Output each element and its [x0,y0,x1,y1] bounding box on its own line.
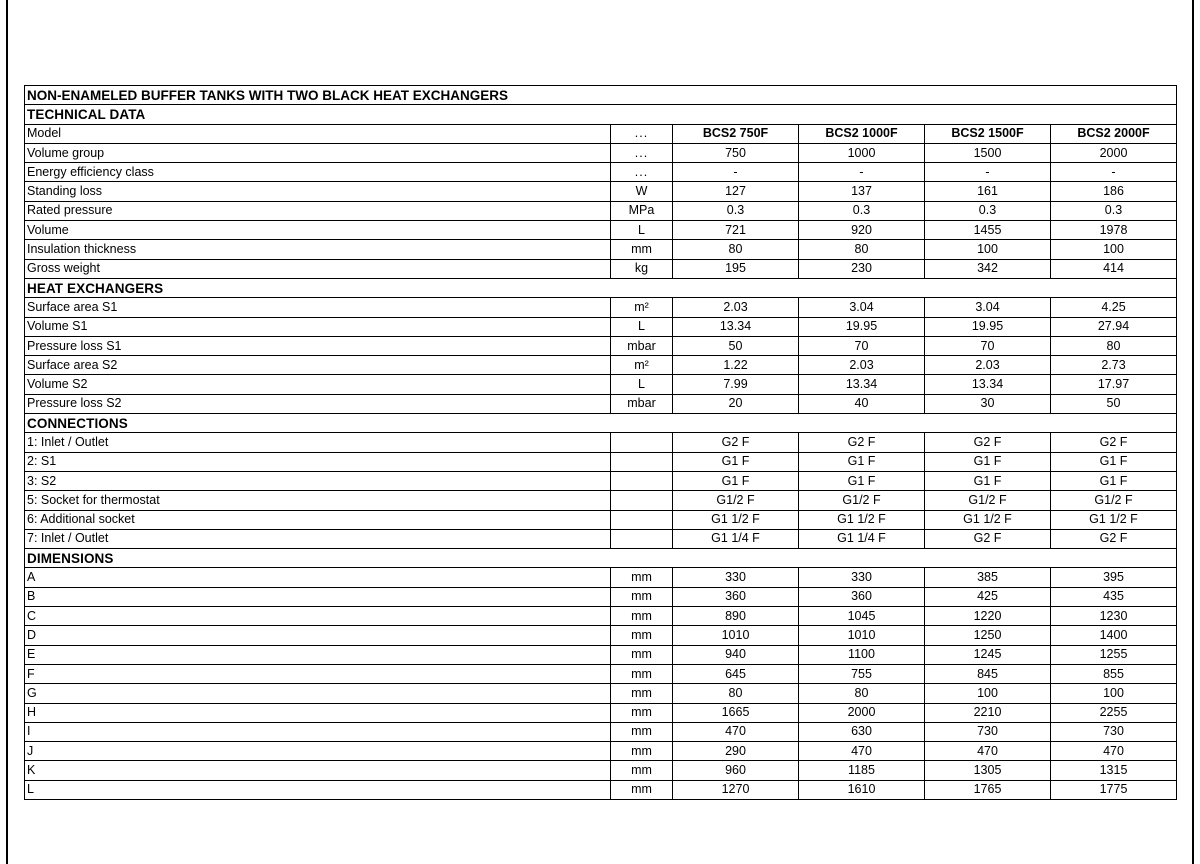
row-value: 80 [1051,336,1177,355]
row-value: 80 [799,240,925,259]
table-row [25,433,1177,452]
row-value: 3.04 [925,298,1051,317]
row-unit: ... [611,163,673,182]
specification-table [24,85,1177,800]
row-label: Surface area S1 [25,298,611,317]
table-row [25,626,1177,645]
row-value: 1305 [925,761,1051,780]
row-unit: mm [611,568,673,587]
row-value: 1775 [1051,780,1177,799]
row-label: H [25,703,611,722]
row-value: 395 [1051,568,1177,587]
row-value: - [925,163,1051,182]
row-value: - [673,163,799,182]
row-value: 27.94 [1051,317,1177,336]
row-value: BCS2 1000F [799,124,925,143]
row-unit: mm [611,684,673,703]
table-row [25,607,1177,626]
row-label: F [25,664,611,683]
row-label: E [25,645,611,664]
document-title-row [25,86,1177,105]
table-row [25,491,1177,510]
row-unit: mm [611,645,673,664]
row-value: 750 [673,143,799,162]
row-value: 730 [925,722,1051,741]
table-row [25,510,1177,529]
row-unit [611,529,673,548]
row-value: G1 F [799,452,925,471]
row-value: G1 F [1051,452,1177,471]
row-value: 50 [1051,394,1177,413]
row-value: 1220 [925,607,1051,626]
table-row [25,201,1177,220]
row-value: 730 [1051,722,1177,741]
row-label: B [25,587,611,606]
section-heading-row [25,105,1177,124]
section-heading-row [25,278,1177,297]
row-label: Volume S1 [25,317,611,336]
row-unit [611,433,673,452]
row-value: 470 [925,742,1051,761]
row-label: D [25,626,611,645]
section-heading: TECHNICAL DATA [25,105,1177,124]
row-value: G2 F [1051,529,1177,548]
table-row [25,182,1177,201]
table-row [25,645,1177,664]
row-label: 1: Inlet / Outlet [25,433,611,452]
row-label: Pressure loss S1 [25,336,611,355]
row-value: 2210 [925,703,1051,722]
section-heading-row [25,549,1177,568]
row-value: 940 [673,645,799,664]
row-value: 0.3 [925,201,1051,220]
row-unit: mbar [611,336,673,355]
row-label: Volume S2 [25,375,611,394]
row-value: 2.73 [1051,356,1177,375]
table-row [25,298,1177,317]
row-unit: L [611,317,673,336]
section-heading: DIMENSIONS [25,549,1177,568]
row-value: 1010 [673,626,799,645]
row-value: 186 [1051,182,1177,201]
document-title: NON-ENAMELED BUFFER TANKS WITH TWO BLACK HEAT EXCHANGERS [25,86,1177,105]
row-value: G1 F [1051,471,1177,490]
row-value: - [1051,163,1177,182]
row-value: G1 F [799,471,925,490]
row-unit: kg [611,259,673,278]
section-heading: CONNECTIONS [25,414,1177,433]
row-label: 6: Additional socket [25,510,611,529]
row-value: 2255 [1051,703,1177,722]
row-unit [611,491,673,510]
row-value: G2 F [925,433,1051,452]
table-row [25,375,1177,394]
row-unit: mm [611,722,673,741]
row-unit: mm [611,703,673,722]
table-row [25,761,1177,780]
table-row [25,259,1177,278]
row-value: G1 F [673,452,799,471]
row-value: G1/2 F [799,491,925,510]
row-value: 13.34 [799,375,925,394]
row-value: G2 F [673,433,799,452]
table-row [25,684,1177,703]
row-value: 137 [799,182,925,201]
row-value: 645 [673,664,799,683]
row-value: G2 F [925,529,1051,548]
row-label: 5: Socket for thermostat [25,491,611,510]
table-row [25,529,1177,548]
table-row [25,317,1177,336]
row-value: 755 [799,664,925,683]
table-row [25,452,1177,471]
row-value: 330 [799,568,925,587]
row-label: J [25,742,611,761]
row-value: 3.04 [799,298,925,317]
row-label: L [25,780,611,799]
row-value: 30 [925,394,1051,413]
row-label: I [25,722,611,741]
row-label: Pressure loss S2 [25,394,611,413]
row-value: 127 [673,182,799,201]
row-unit: m² [611,298,673,317]
row-value: 70 [925,336,1051,355]
row-value: BCS2 750F [673,124,799,143]
row-value: 470 [799,742,925,761]
row-value: 100 [925,684,1051,703]
page-border-right [1192,0,1194,864]
row-value: 4.25 [1051,298,1177,317]
table-row [25,163,1177,182]
row-value: 1255 [1051,645,1177,664]
table-row [25,780,1177,799]
row-value: G1 1/4 F [799,529,925,548]
row-value: G1/2 F [925,491,1051,510]
row-value: 1765 [925,780,1051,799]
row-value: 435 [1051,587,1177,606]
spec-sheet [24,85,1176,800]
row-value: 1045 [799,607,925,626]
row-value: 425 [925,587,1051,606]
row-value: 17.97 [1051,375,1177,394]
row-value: 1000 [799,143,925,162]
row-value: G1 F [925,452,1051,471]
row-label: Model [25,124,611,143]
row-unit [611,471,673,490]
row-value: 1500 [925,143,1051,162]
row-value: - [799,163,925,182]
page-border-left [6,0,8,864]
row-unit: mm [611,780,673,799]
row-label: Insulation thickness [25,240,611,259]
row-value: G2 F [799,433,925,452]
table-row [25,587,1177,606]
row-value: 360 [799,587,925,606]
row-value: 1400 [1051,626,1177,645]
row-unit: mbar [611,394,673,413]
row-value: 342 [925,259,1051,278]
row-value: 360 [673,587,799,606]
row-value: 1250 [925,626,1051,645]
row-value: G1 F [673,471,799,490]
row-value: 470 [1051,742,1177,761]
table-row [25,240,1177,259]
row-value: 50 [673,336,799,355]
row-unit [611,510,673,529]
row-unit: ... [611,143,673,162]
row-value: 2000 [1051,143,1177,162]
row-value: G1/2 F [673,491,799,510]
row-label: G [25,684,611,703]
row-value: 195 [673,259,799,278]
row-value: 1315 [1051,761,1177,780]
row-unit: L [611,221,673,240]
row-value: 470 [673,722,799,741]
row-unit: mm [611,742,673,761]
row-value: 1270 [673,780,799,799]
table-row [25,742,1177,761]
row-value: G1 1/2 F [799,510,925,529]
row-value: 1230 [1051,607,1177,626]
row-label: Standing loss [25,182,611,201]
row-label: Gross weight [25,259,611,278]
row-value: 960 [673,761,799,780]
row-value: 855 [1051,664,1177,683]
row-unit: mm [611,761,673,780]
row-value: BCS2 2000F [1051,124,1177,143]
row-unit: m² [611,356,673,375]
row-value: 630 [799,722,925,741]
row-value: 13.34 [673,317,799,336]
row-value: 1010 [799,626,925,645]
row-value: 0.3 [1051,201,1177,220]
row-unit: mm [611,626,673,645]
row-value: 721 [673,221,799,240]
row-value: 1455 [925,221,1051,240]
table-row [25,336,1177,355]
row-value: G1/2 F [1051,491,1177,510]
row-unit: mm [611,587,673,606]
table-row [25,664,1177,683]
row-value: 13.34 [925,375,1051,394]
table-row [25,124,1177,143]
row-value: G2 F [1051,433,1177,452]
row-value: 100 [1051,240,1177,259]
row-label: 2: S1 [25,452,611,471]
row-value: 19.95 [799,317,925,336]
row-value: 161 [925,182,1051,201]
row-label: Rated pressure [25,201,611,220]
row-unit: mm [611,240,673,259]
section-heading: HEAT EXCHANGERS [25,278,1177,297]
row-unit: MPa [611,201,673,220]
row-label: A [25,568,611,587]
row-value: 80 [799,684,925,703]
row-unit: W [611,182,673,201]
row-value: 70 [799,336,925,355]
row-unit [611,452,673,471]
row-value: G1 1/2 F [1051,510,1177,529]
row-unit: ... [611,124,673,143]
table-row [25,722,1177,741]
row-value: 2000 [799,703,925,722]
row-label: Surface area S2 [25,356,611,375]
row-value: 920 [799,221,925,240]
row-value: G1 1/4 F [673,529,799,548]
row-label: Volume [25,221,611,240]
row-label: 3: S2 [25,471,611,490]
row-value: 1100 [799,645,925,664]
row-unit: L [611,375,673,394]
row-value: 2.03 [799,356,925,375]
row-value: G1 1/2 F [673,510,799,529]
row-value: 1185 [799,761,925,780]
table-row [25,356,1177,375]
table-row [25,143,1177,162]
row-value: 80 [673,240,799,259]
row-value: 230 [799,259,925,278]
row-value: 20 [673,394,799,413]
row-label: K [25,761,611,780]
section-heading-row [25,414,1177,433]
row-value: 290 [673,742,799,761]
row-value: 890 [673,607,799,626]
row-value: 100 [925,240,1051,259]
row-value: 1610 [799,780,925,799]
row-value: 414 [1051,259,1177,278]
row-label: Energy efficiency class [25,163,611,182]
row-value: 330 [673,568,799,587]
row-value: G1 F [925,471,1051,490]
table-row [25,568,1177,587]
row-value: 1.22 [673,356,799,375]
row-value: G1 1/2 F [925,510,1051,529]
row-value: 845 [925,664,1051,683]
row-value: 2.03 [925,356,1051,375]
row-value: 40 [799,394,925,413]
row-value: BCS2 1500F [925,124,1051,143]
row-value: 0.3 [799,201,925,220]
row-value: 2.03 [673,298,799,317]
table-row [25,471,1177,490]
row-value: 80 [673,684,799,703]
row-value: 1245 [925,645,1051,664]
row-label: Volume group [25,143,611,162]
row-value: 0.3 [673,201,799,220]
table-row [25,394,1177,413]
table-row [25,703,1177,722]
row-value: 100 [1051,684,1177,703]
row-label: 7: Inlet / Outlet [25,529,611,548]
row-value: 385 [925,568,1051,587]
row-value: 1978 [1051,221,1177,240]
row-unit: mm [611,664,673,683]
row-unit: mm [611,607,673,626]
table-row [25,221,1177,240]
row-value: 19.95 [925,317,1051,336]
row-label: C [25,607,611,626]
row-value: 7.99 [673,375,799,394]
row-value: 1665 [673,703,799,722]
